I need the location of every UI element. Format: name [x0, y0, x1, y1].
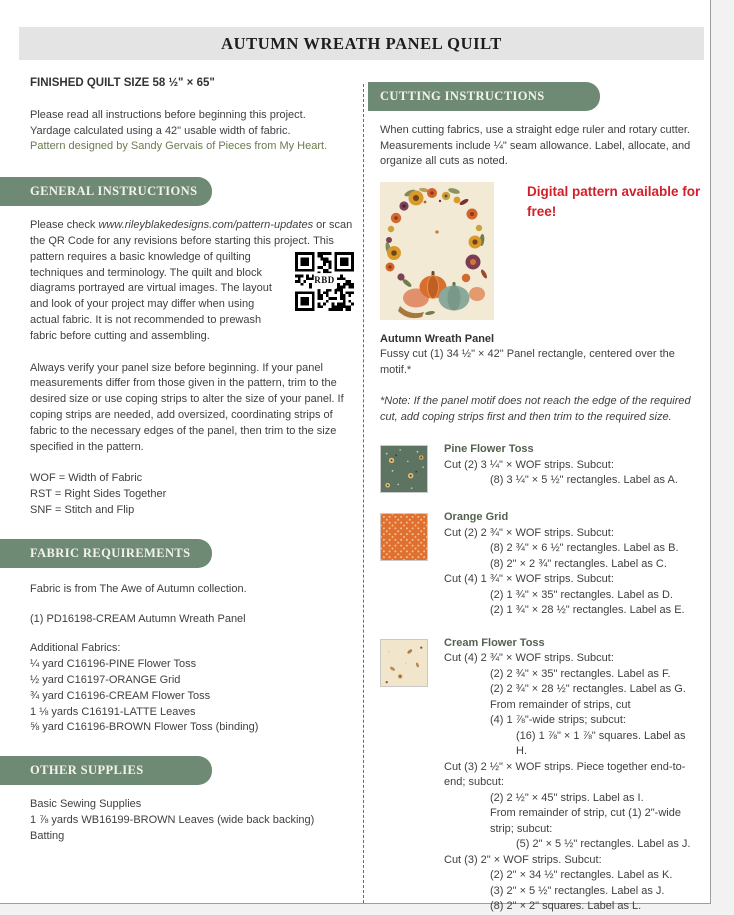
left-column — [30, 76, 360, 845]
cut-line: (8) 2" × 2 ¾" rectangles. Label as C. — [490, 557, 667, 570]
panel-verify-paragraph: Always verify your panel size before beginning. If your panel measurements differ from those given in the pattern, trim to the desired size or use coping strips to alter the size of your panel. If coping strips are needed, add oversized, coordinating strips of fabric to the necessary edges of the panel, then trim to the size specified in the pattern. — [30, 361, 344, 453]
orange-grid-swatch — [380, 513, 428, 561]
supply-item: Basic Sewing Supplies — [30, 798, 142, 811]
check-prefix: Please check — [30, 219, 99, 232]
cutting-intro-paragraph: When cutting fabrics, use a straight edge ruler and rotary cutter. Measurements include ¼" seam allowance. Label, allocate, and organize all cuts as noted. — [380, 124, 691, 167]
cut-line: Cut (3) 2" × WOF strips. Subcut: — [444, 853, 602, 866]
panel-note: *Note: If the panel motif does not reach the edge of the required cut, add coping strips first and then trim to the required size. — [380, 395, 691, 423]
cut-line: Cut (4) 1 ¾" × WOF strips. Subcut: — [444, 573, 614, 585]
virtual-images-text: This pattern requires a basic knowledge of quilting techniques and terminology. The quilt and block diagrams portrayed are virtual images. The layout and look of your project may differ when using actual fabric. It is not recommended to prewash fabric before cutting and assembling. — [30, 234, 334, 342]
cut-line: (2) 2 ¾" × 28 ½" rectangles. Label as G. — [490, 683, 686, 695]
cut-line: (4) 1 ⅞"-wide strips; subcut: — [490, 714, 626, 726]
additional-fabrics — [30, 641, 360, 736]
cut-line: (5) 2" × 5 ½" rectangles. Label as J. — [516, 838, 691, 850]
fabric-item: ½ yard C16197-ORANGE Grid — [30, 673, 181, 686]
panel-cut-instruction: Fussy cut (1) 34 ½" × 42" Panel rectangle, centered over the motif.* — [380, 348, 675, 376]
cut-line: (3) 2" × 5 ½" rectangles. Label as J. — [490, 884, 665, 897]
cut-line: (8) 3 ¼" × 5 ½" rectangles. Label as A. — [490, 474, 678, 486]
cut-line: Cut (2) 2 ¾" × WOF strips. Subcut: — [444, 526, 614, 539]
additional-fabrics-label: Additional Fabrics: — [30, 642, 121, 655]
fabric-requirements-header: FABRIC REQUIREMENTS — [0, 539, 212, 568]
qr-code — [295, 252, 354, 311]
other-supplies-header: OTHER SUPPLIES — [0, 756, 212, 785]
section-name: Cream Flower Toss — [444, 636, 545, 649]
supply-item: 1 ⅞ yards WB16199-BROWN Leaves (wide back backing) — [30, 813, 315, 826]
intro-paragraph — [30, 108, 360, 155]
cut-line: Cut (2) 3 ¼" × WOF strips. Subcut: — [444, 458, 614, 471]
abbr-rst: RST = Right Sides Together — [30, 488, 167, 501]
fabric-item: ¼ yard C16196-PINE Flower Toss — [30, 658, 197, 671]
fabric-collection-note: Fabric is from The Awe of Autumn collection. — [30, 582, 247, 595]
panel-fabric-item: (1) PD16198-CREAM Autumn Wreath Panel — [30, 612, 246, 625]
page-title: AUTUMN WREATH PANEL QUILT — [19, 27, 704, 60]
designer-credit: Pattern designed by Sandy Gervais of Pieces from My Heart. — [30, 140, 328, 153]
right-column — [368, 82, 704, 915]
general-instructions-header: GENERAL INSTRUCTIONS — [0, 177, 212, 206]
cut-line: From remainder of strips, cut — [490, 698, 631, 711]
general-instructions-paragraph — [30, 218, 360, 344]
panel-cutting-block — [380, 332, 704, 379]
cut-line: (2) 1 ¾" × 28 ½" rectangles. Label as E. — [490, 604, 685, 616]
cut-section-orange — [380, 510, 704, 619]
autumn-wreath-panel-image — [380, 182, 494, 320]
fabric-item: ⅝ yard C16196-BROWN Flower Toss (binding) — [30, 721, 259, 734]
cut-section-pine — [380, 442, 704, 493]
section-name: Pine Flower Toss — [444, 443, 534, 455]
finished-quilt-size: FINISHED QUILT SIZE 58 ½" × 65" — [30, 77, 215, 89]
panel-preview-row — [380, 182, 704, 320]
cream-flower-toss-swatch — [380, 639, 428, 687]
cut-line: (8) 2" × 2" squares. Label as L. — [490, 900, 642, 912]
check-suffix: or scan the QR Code for any revisions before starting this project. — [30, 219, 353, 247]
cutting-instructions-header: CUTTING INSTRUCTIONS — [368, 82, 600, 111]
cut-line: (16) 1 ⅞" × 1 ⅞" squares. Label as H. — [516, 729, 686, 757]
pattern-updates-link[interactable]: www.rileyblakedesigns.com/pattern-updates — [98, 219, 314, 232]
qr-rbd-label: RBD — [313, 273, 336, 289]
panel-name: Autumn Wreath Panel — [380, 332, 495, 345]
intro-line-1: Please read all instructions before beginning this project. — [30, 108, 306, 121]
section-name: Orange Grid — [444, 511, 509, 523]
cut-line: (2) 2 ¾" × 35" rectangles. Label as F. — [490, 667, 671, 680]
cut-line: Cut (3) 2 ½" × WOF strips. Piece together end-to-end; subcut: — [444, 760, 686, 788]
abbr-snf: SNF = Stitch and Flip — [30, 503, 135, 516]
pine-flower-toss-swatch — [380, 445, 428, 493]
intro-line-2: Yardage calculated using a 42" usable width of fabric. — [30, 124, 291, 137]
fabric-item: ¾ yard C16196-CREAM Flower Toss — [30, 689, 211, 702]
cut-line: (2) 1 ¾" × 35" rectangles. Label as D. — [490, 588, 673, 601]
abbreviations — [30, 471, 360, 518]
cut-line: (8) 2 ¾" × 6 ½" rectangles. Label as B. — [490, 542, 679, 554]
cut-line: From remainder of strip, cut (1) 2"-wide strip; subcut: — [490, 807, 681, 835]
cut-line: (2) 2" × 34 ½" rectangles. Label as K. — [490, 869, 673, 881]
fabric-item: 1 ⅛ yards C16191-LATTE Leaves — [30, 705, 196, 718]
supply-item: Batting — [30, 829, 65, 842]
column-divider — [363, 84, 364, 903]
abbr-wof: WOF = Width of Fabric — [30, 472, 143, 485]
cut-line: (2) 2 ½" × 45" strips. Label as I. — [490, 791, 644, 804]
other-supplies-list — [30, 797, 360, 844]
cut-line: Cut (4) 2 ¾" × WOF strips. Subcut: — [444, 652, 614, 664]
cut-section-cream — [380, 636, 704, 915]
digital-pattern-note: Digital pattern available for free! — [527, 183, 701, 219]
